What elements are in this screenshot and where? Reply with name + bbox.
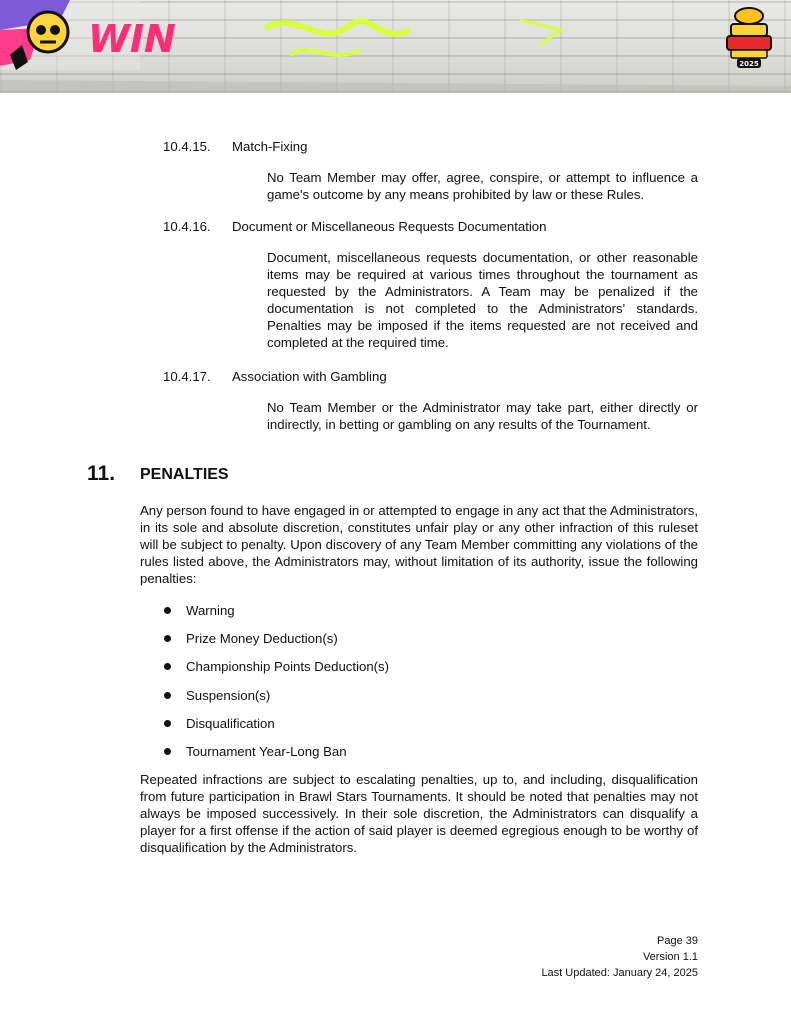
last-updated: Last Updated: January 24, 2025 [541,967,698,979]
list-item: Prize Money Deduction(s) [160,630,389,658]
version-label: Version 1.1 [642,951,698,963]
bullet-icon [164,607,171,614]
section-body: Document, miscellaneous requests documentation, or other reasonable items may be required at various times throughout the tournament as requested by the Administrators. A Team may be penalized if the documentation is not completed to the Administrators' standards. Penalties may be imposed if the items requested are not received and completed at the required time. [267,250,698,350]
bullet-icon [164,720,171,727]
section-number: 10.4.16. [163,219,211,234]
brawl-stars-championship-logo [725,6,773,70]
penalties-intro: Any person found to have engaged in or attempted to engage in any act that the Administrators, in its sole and absolute discretion, constitutes unfair play or any other infraction of this ruleset will be subject to penalty. Upon discovery of any Team Member committing any violations of the rules listed above, the Administrators may, without limitation of its authority, issue the following penalties: [140,503,698,586]
section-title: Match-Fixing [232,139,308,154]
section-title: Association with Gambling [232,369,387,384]
list-item: Suspension(s) [160,687,389,715]
chapter-title: PENALTIES [140,466,229,483]
section-number: 10.4.17. [163,369,211,384]
svg-text:2025: 2025 [739,60,759,68]
list-item: Warning [160,602,389,630]
bullet-icon [164,692,171,699]
bullet-icon [164,635,171,642]
section-body: No Team Member may offer, agree, conspire, or attempt to influence a game's outcome by any means prohibited by law or these Rules. [267,170,698,202]
list-item: Tournament Year-Long Ban [160,743,389,771]
header-banner [0,0,791,93]
section-title: Document or Miscellaneous Requests Documentation [232,219,547,234]
list-item: Championship Points Deduction(s) [160,658,389,686]
section-body: No Team Member or the Administrator may take part, either directly or indirectly, in betting or gambling on any results of the Tournament. [267,400,698,432]
svg-text:WIN: WIN [88,17,176,61]
bullet-icon [164,663,171,670]
bullet-icon [164,748,171,755]
penalties-list [160,602,389,771]
chapter-number: 11. [87,462,116,485]
section-number: 10.4.15. [163,139,211,154]
penalties-closing: Repeated infractions are subject to escalating penalties, up to, and including, disqualification from future participation in Brawl Stars Tournaments. It should be noted that penalties may not always be imposed successively. In their sole discretion, the Administrators can disqualify a player for a first offense if the action of said player is deemed egregious enough to be worthy of disqualification by the Administrators. [140,772,698,855]
graffiti-art [0,0,791,93]
document-page [0,93,791,1024]
list-item: Disqualification [160,715,389,743]
page-number: Page 39 [657,935,698,947]
